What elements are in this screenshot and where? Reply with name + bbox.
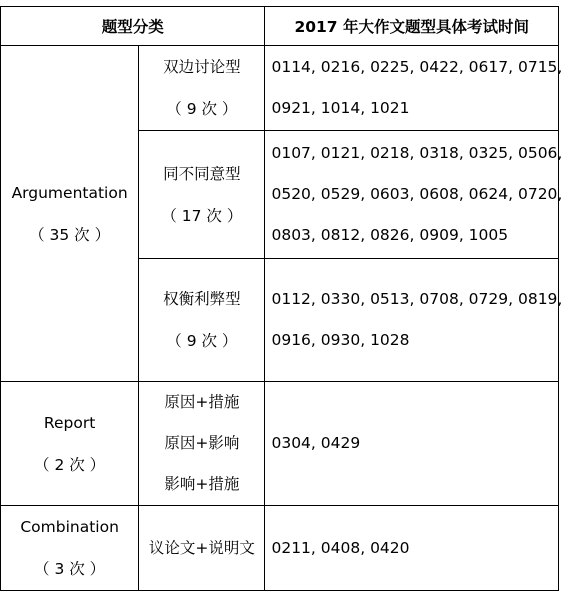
category-count: （ 3 次 ） (34, 560, 106, 578)
type-cell (139, 382, 265, 506)
category-name: Report (43, 413, 96, 432)
dates-cell (265, 506, 559, 591)
dates-cell (265, 46, 563, 131)
type-name: 原因+措施 (164, 393, 240, 411)
table-header-row (1, 7, 559, 46)
dates-line: 0921, 1014, 1021 (271, 99, 410, 117)
dates-line: 0916, 0930, 1028 (271, 331, 410, 349)
dates-cell (265, 131, 563, 259)
type-name: 同不同意型 (163, 164, 241, 183)
dates-line: 0803, 0812, 0826, 0909, 1005 (271, 226, 509, 244)
type-name: 双边讨论型 (163, 58, 241, 76)
category-count: （ 35 次 ） (29, 225, 111, 244)
type-name: 议论文+说明文 (148, 539, 255, 557)
header-dates: 2017 年大作文题型具体考试时间 (265, 7, 559, 46)
header-category: 题型分类 (1, 7, 265, 46)
dates-cell (265, 382, 559, 506)
type-name: 原因+影响 (164, 434, 240, 452)
dates-line: 0304, 0429 (271, 434, 361, 452)
dates-line: 0211, 0408, 0420 (271, 538, 410, 557)
category-name: Argumentation (11, 183, 128, 202)
table-row (1, 382, 559, 506)
table-row (1, 46, 559, 131)
essay-type-table-wrapper (0, 6, 563, 591)
type-name: 权衡利弊型 (163, 290, 241, 308)
essay-type-table (0, 6, 563, 591)
category-count: （ 2 次 ） (34, 455, 106, 474)
type-cell (139, 131, 265, 259)
dates-line: 0107, 0121, 0218, 0318, 0325, 0506, (271, 144, 563, 162)
type-name: 影响+措施 (164, 475, 240, 493)
type-cell (139, 506, 265, 591)
type-cell (139, 259, 265, 382)
type-count: （ 17 次 ） (161, 206, 243, 225)
dates-line: 0112, 0330, 0513, 0708, 0729, 0819, (271, 290, 563, 308)
category-cell-argumentation (1, 46, 139, 382)
dates-cell (265, 259, 563, 382)
table-row (1, 506, 559, 591)
dates-line: 0114, 0216, 0225, 0422, 0617, 0715, (271, 58, 563, 76)
type-count: （ 9 次 ） (166, 100, 238, 118)
category-cell-report (1, 382, 139, 506)
category-name: Combination (20, 518, 119, 536)
category-cell-combination (1, 506, 139, 591)
dates-line: 0520, 0529, 0603, 0608, 0624, 0720, (271, 185, 563, 203)
type-cell (139, 46, 265, 131)
type-count: （ 9 次 ） (166, 332, 238, 350)
